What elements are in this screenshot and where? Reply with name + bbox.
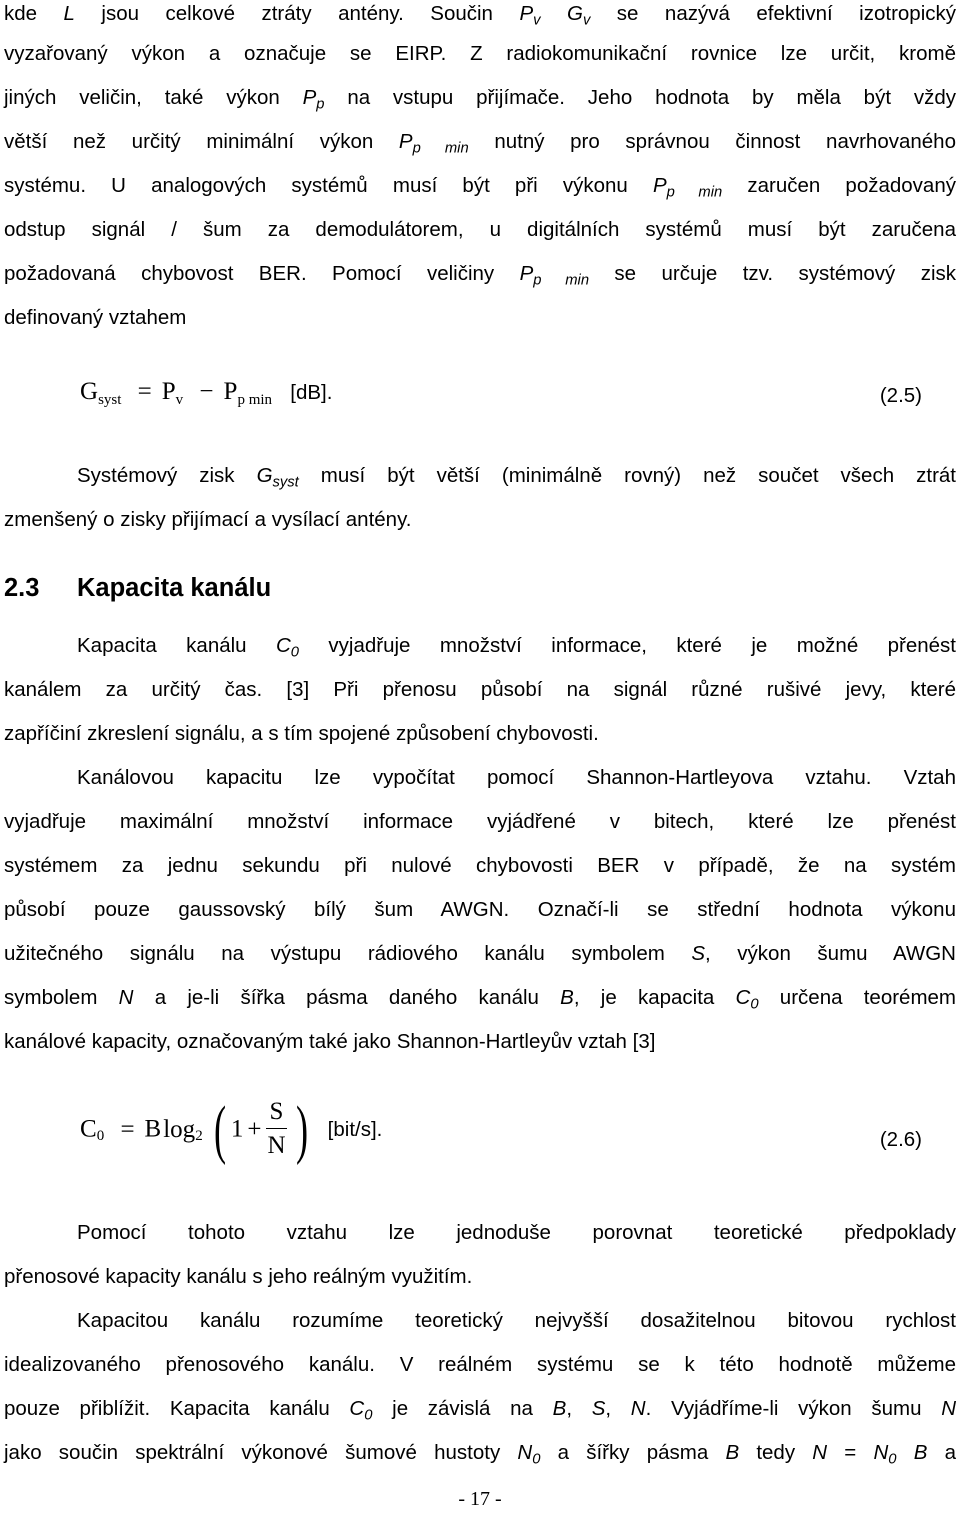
paragraph-line: odstup signál / šum za demodulátorem, u digitálních systémů musí být zaručena — [4, 218, 956, 241]
paragraph-line: jiných veličin, také výkon $P_p$ na vstupu přijímače. Jeho hodnota by měla být vždy — [4, 86, 956, 113]
paragraph-line: užitečného signálu na výstupu rádiového kanálu symbolem S, výkon šumu AWGN — [4, 942, 956, 965]
paragraph-line: definovaný vztahem — [4, 306, 187, 329]
paragraph-line: působí pouze gaussovský bílý šum AWGN. Označí-li se střední hodnota výkonu — [4, 898, 956, 921]
paragraph-line: kanálové kapacity, označovaným také jako Shannon-Hartleyův vztah [3] — [4, 1030, 656, 1053]
section-heading — [4, 574, 271, 603]
paragraph-line: Systémový zisk $G_{syst}$ musí být větší (minimálně rovný) než součet všech ztrát — [77, 464, 956, 491]
paragraph-line: větší než určitý minimální výkon $P_{p min}$ nutný pro správnou činnost navrhovaného — [4, 130, 956, 157]
paragraph-line: Kanálovou kapacitu lze vypočítat pomocí Shannon-Hartleyova vztahu. Vztah — [77, 766, 956, 789]
paragraph-line: jako součin spektrální výkonové šumové hustoty $N_0$ a šířky pásma B tedy $N = N_0$ B a — [4, 1441, 956, 1468]
paragraph-line: vyzařovaný výkon a označuje se EIRP. Z radiokomunikační rovnice lze určit, kromě — [4, 42, 956, 65]
equation-2-6: $C_0 = Blog_2$ ( 1 + $\frac{S}{N}$ ) [bit/s]. — [80, 1092, 383, 1166]
fraction: $\frac{S}{N}$ — [267, 1098, 286, 1159]
paragraph-line: Kapacita kanálu $C_0$ vyjadřuje množství informace, které je možné přenést — [77, 634, 956, 661]
paragraph-line: idealizovaného přenosového kanálu. V reálném systému se k této hodnotě můžeme — [4, 1353, 956, 1376]
paragraph-line: požadovaná chybovost BER. Pomocí veličiny $P_{p min}$ se určuje tzv. systémový zisk — [4, 262, 957, 289]
equation-number: (2.5) — [879, 384, 922, 407]
paragraph-line: symbolem N a je-li šířka pásma daného kanálu B, je kapacita $C_0$ určena teorémem — [4, 986, 957, 1013]
paragraph-line: vyjadřuje maximální množství informace vyjádřené v bitech, které lze přenést — [4, 810, 956, 833]
equation-2-5: $G_{syst} = P_v - P_{p min}$ [dB]. — [80, 378, 333, 408]
paragraph-line: systému. U analogových systémů musí být při výkonu $P_{p min}$ zaručen požadovaný — [4, 174, 956, 201]
paragraph-line: kanálem za určitý čas. [3] Při přenosu působí na signál různé rušivé jevy, které — [4, 678, 956, 701]
page-number: - 17 - — [458, 1488, 502, 1510]
paragraph-line: zmenšený o zisky přijímací a vysílací antény. — [4, 508, 412, 531]
paragraph-line: Pomocí tohoto vztahu lze jednoduše porovnat teoretické předpoklady — [77, 1221, 956, 1244]
paragraph-line: kde L jsou celkové ztráty antény. Součin $P_v$ $G_v$ se nazývá efektivní izotropický — [4, 2, 956, 29]
paragraph-line: systémem za jednu sekundu při nulové chybovosti BER v případě, že na systém — [4, 854, 956, 877]
section-number: 2.3 — [4, 574, 40, 602]
paragraph-line: Kapacitou kanálu rozumíme teoretický nejvyšší dosažitelnou bitovou rychlost — [77, 1309, 956, 1332]
paragraph-line: přenosové kapacity kanálu s jeho reálným využitím. — [4, 1265, 473, 1288]
paragraph-line: zapříčiní zkreslení signálu, a s tím spojené způsobení chybovosti. — [4, 722, 599, 745]
paragraph-line: pouze přiblížit. Kapacita kanálu $C_0$ je závislá na B, S, N. Vyjádříme-li výkon šumu N — [4, 1397, 956, 1424]
equation-number: (2.6) — [879, 1128, 922, 1151]
section-title: Kapacita kanálu — [77, 574, 272, 602]
